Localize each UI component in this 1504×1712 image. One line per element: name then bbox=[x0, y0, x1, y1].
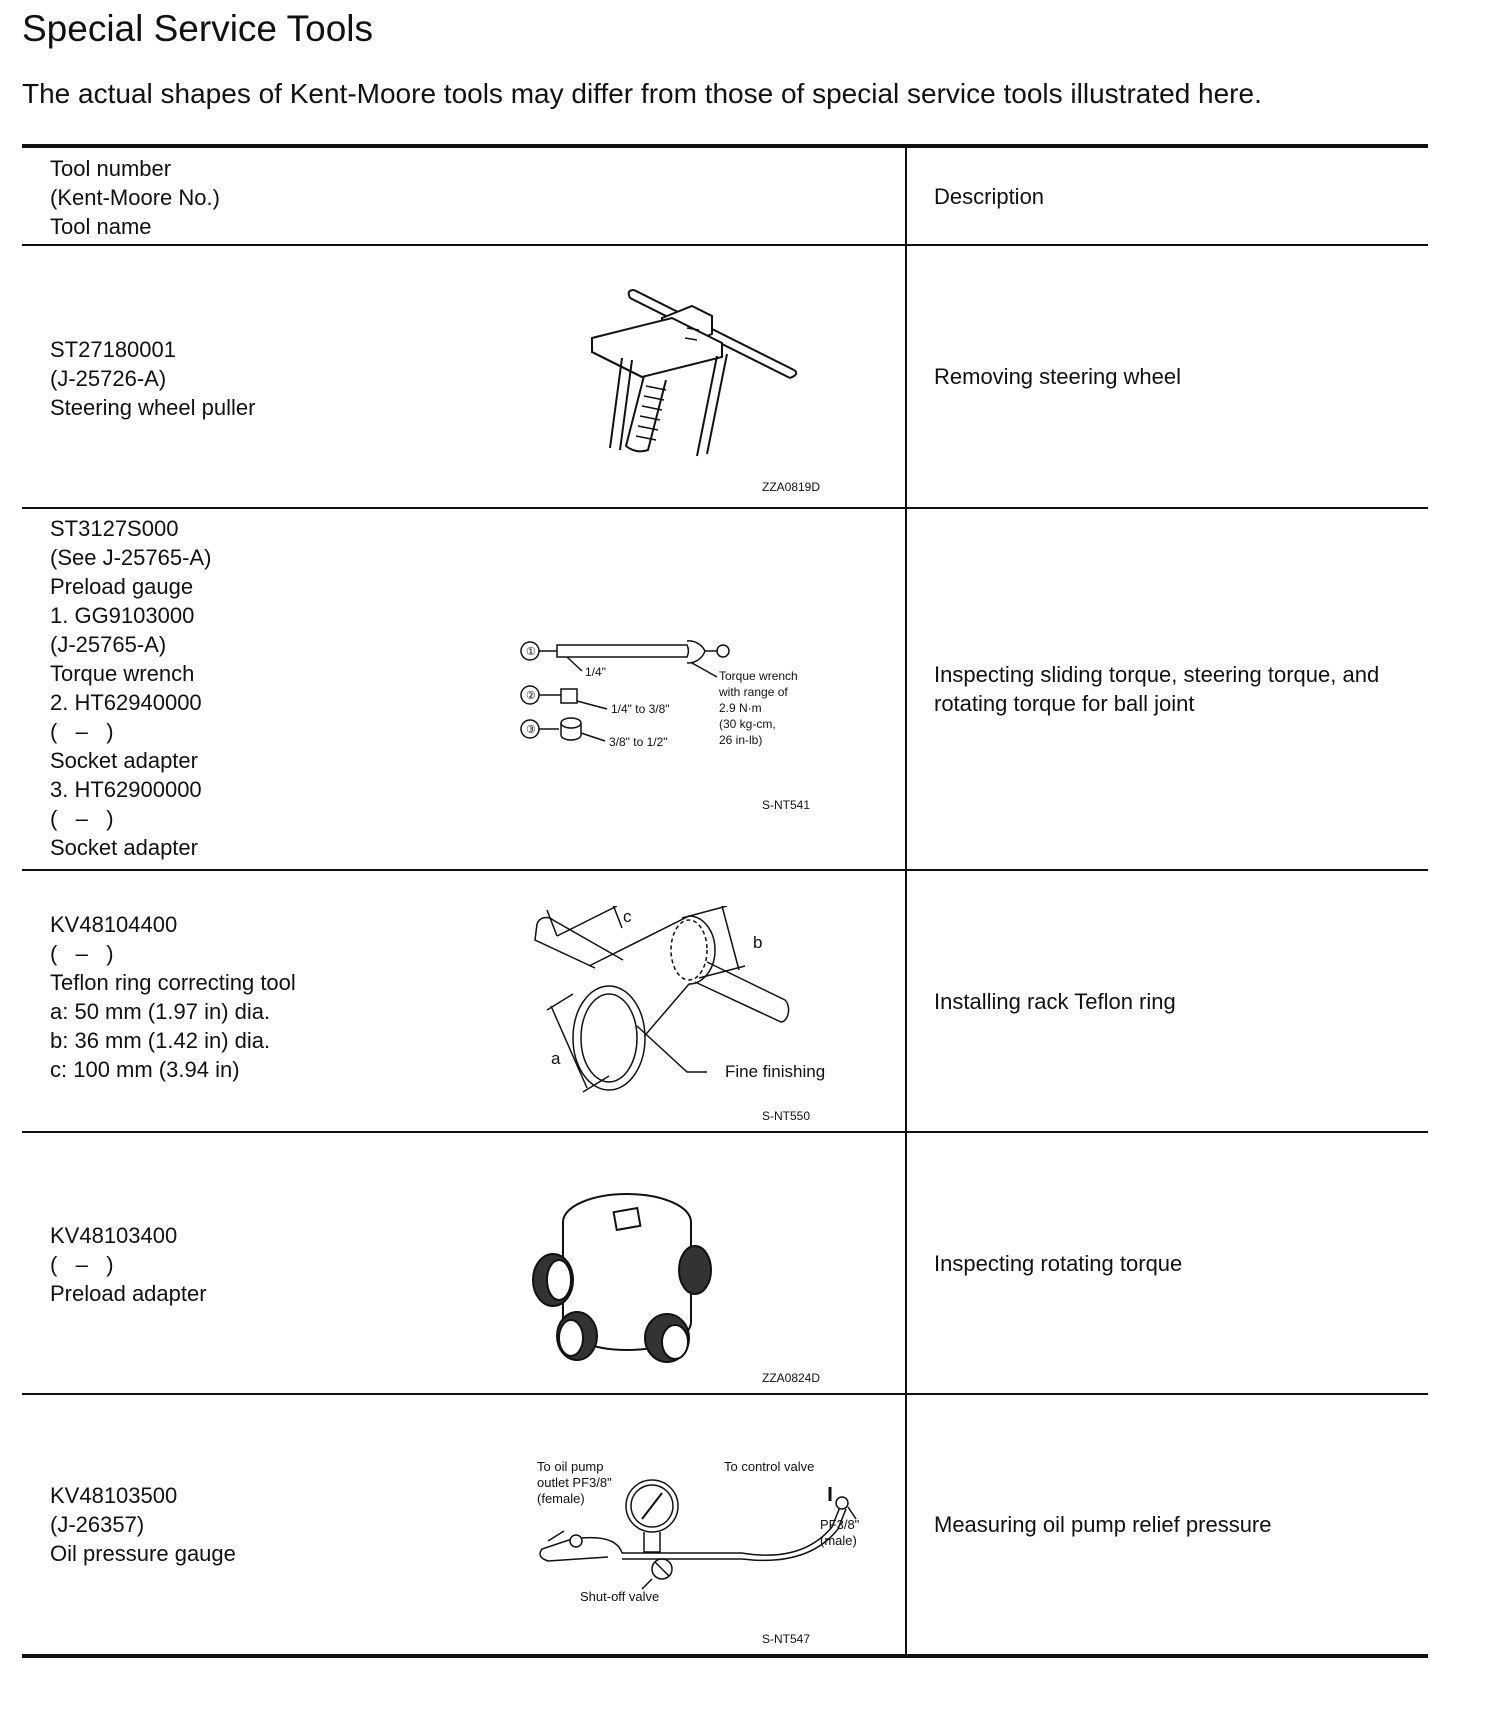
table-row bbox=[22, 870, 1428, 1132]
svg-text:c: c bbox=[623, 907, 632, 926]
svg-text:To oil pump: To oil pump bbox=[537, 1461, 604, 1474]
svg-text:③: ③ bbox=[526, 724, 536, 736]
tool-info: KV48104400 ( – ) Teflon ring correcting tool a: 50 mm (1.97 in) dia. b: 36 mm (1.42 in) dia. c: 100 mm (3.94 in) bbox=[50, 912, 296, 1082]
svg-text:outlet PF3/8": outlet PF3/8" bbox=[537, 1475, 612, 1490]
teflon-ring-tool-illustration bbox=[527, 906, 857, 1106]
svg-text:1/4": 1/4" bbox=[585, 665, 606, 679]
svg-text:2.9 N·m: 2.9 N·m bbox=[719, 701, 762, 715]
page-title: Special Service Tools bbox=[22, 8, 373, 49]
table-header-row bbox=[22, 146, 1428, 245]
figure-id: S-NT547 bbox=[762, 1632, 811, 1646]
svg-text:b: b bbox=[753, 933, 763, 952]
special-service-tools-table bbox=[22, 144, 1428, 1658]
svg-text:①: ① bbox=[526, 646, 536, 658]
description-cell: Installing rack Teflon ring bbox=[906, 870, 1428, 1132]
svg-text:PF3/8": PF3/8" bbox=[820, 1517, 860, 1532]
header-tool-cell bbox=[22, 146, 906, 245]
tool-cell bbox=[22, 1132, 906, 1394]
svg-text:Fine finishing: Fine finishing bbox=[725, 1062, 826, 1081]
description-cell: Inspecting sliding torque, steering torque, and rotating torque for ball joint bbox=[906, 508, 1428, 870]
preload-adapter-illustration bbox=[527, 1188, 727, 1368]
figure-id: ZZA0819D bbox=[762, 480, 821, 494]
table-row bbox=[22, 508, 1428, 870]
description-cell: Measuring oil pump relief pressure bbox=[906, 1394, 1428, 1656]
tool-cell bbox=[22, 245, 906, 508]
svg-text:a: a bbox=[551, 1049, 561, 1068]
svg-text:②: ② bbox=[526, 690, 536, 702]
table-row bbox=[22, 245, 1428, 508]
tool-info: KV48103500 (J-26357) Oil pressure gauge bbox=[50, 1483, 236, 1566]
intro-note: The actual shapes of Kent-Moore tools may differ from those of special service tools illustrated here. bbox=[22, 78, 1262, 109]
oil-pressure-gauge-illustration bbox=[512, 1461, 872, 1611]
figure-id: S-NT550 bbox=[762, 1109, 811, 1123]
svg-text:To control valve: To control valve bbox=[724, 1461, 815, 1474]
description-cell: Inspecting rotating torque bbox=[906, 1132, 1428, 1394]
table-row bbox=[22, 1394, 1428, 1656]
tool-info: KV48103400 ( – ) Preload adapter bbox=[50, 1223, 207, 1306]
tool-cell bbox=[22, 508, 906, 870]
figure-id: ZZA0824D bbox=[762, 1371, 821, 1385]
tool-cell bbox=[22, 1394, 906, 1656]
figure-id: S-NT541 bbox=[762, 798, 811, 812]
tool-info: ST3127S000 (See J-25765-A) Preload gauge 1. GG9103000 (J-25765-A) Torque wrench 2. HT62940000 ( – ) Socket adapter 3. HT62900000 ( – ) Socket adapter bbox=[50, 516, 212, 860]
preload-gauge-illustration bbox=[517, 629, 867, 769]
svg-text:3/8" to 1/2": 3/8" to 1/2" bbox=[609, 735, 668, 749]
svg-text:Torque wrench: Torque wrench bbox=[719, 669, 798, 683]
description-cell: Removing steering wheel bbox=[906, 245, 1428, 508]
svg-text:26 in-lb): 26 in-lb) bbox=[719, 733, 763, 747]
svg-text:with range of: with range of bbox=[719, 685, 788, 699]
header-description-cell: Description bbox=[906, 146, 1428, 245]
svg-text:(30 kg-cm,: (30 kg-cm, bbox=[719, 717, 776, 731]
header-tool-label: Tool number (Kent-Moore No.) Tool name bbox=[50, 156, 220, 239]
svg-text:1/4" to 3/8": 1/4" to 3/8" bbox=[611, 702, 670, 716]
table-row bbox=[22, 1132, 1428, 1394]
svg-text:Shut-off valve: Shut-off valve bbox=[580, 1589, 660, 1604]
svg-text:(female): (female) bbox=[537, 1491, 585, 1506]
svg-text:(male): (male) bbox=[820, 1533, 857, 1548]
steering-wheel-puller-illustration bbox=[562, 286, 842, 476]
tool-info: ST27180001 (J-25726-A) Steering wheel puller bbox=[50, 337, 256, 420]
tool-cell bbox=[22, 870, 906, 1132]
